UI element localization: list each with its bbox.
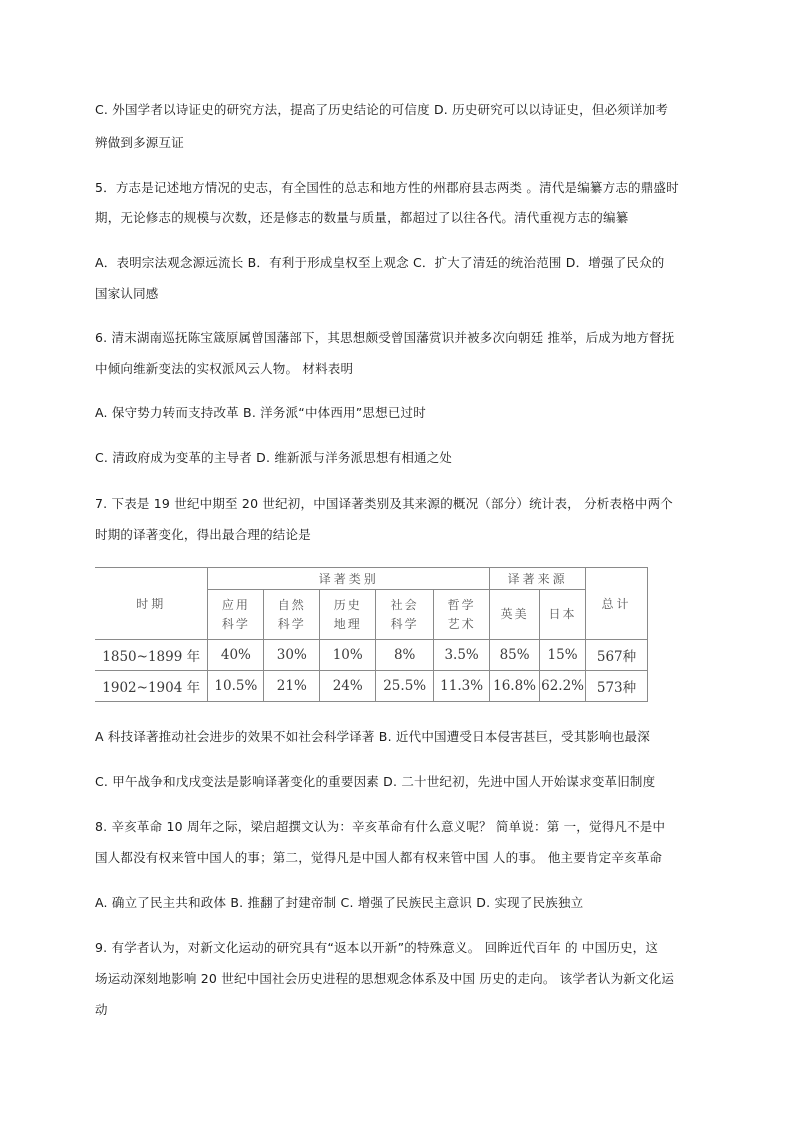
category-natural-science: 自然 科学 [264, 590, 320, 640]
category-group-header: 译著类别 [208, 568, 490, 590]
table-cell: 85% [490, 640, 540, 671]
question-4-option-d-continued: 辨做到多源互证 [95, 135, 184, 150]
question-7-stem-line-2: 时期的译著变化，得出最合理的结论是 [95, 527, 311, 542]
table-cell: 24% [320, 671, 376, 702]
table-row-period: 1902~1904 年 [95, 671, 208, 702]
question-5-stem-line-1: 5．方志是记述地方情况的史志，有全国性的总志和地方性的州郡府县志两类 。清代是编纂方志的鼎盛时 [95, 180, 679, 195]
category-philosophy-art: 哲学 艺术 [434, 590, 490, 640]
category-social-science: 社会 科学 [376, 590, 434, 640]
source-uk-us: 英美 [490, 590, 540, 640]
table-cell-total: 573种 [586, 671, 648, 702]
question-6-stem-line-1: 6. 清末湖南巡抚陈宝箴原属曾国藩部下，其思想颇受曾国藩赏识并被多次向朝廷 推举，后成为地方督抚 [95, 330, 675, 345]
question-6-options-c-d: C. 清政府成为变革的主导者 D. 维新派与洋务派思想有相通之处 [95, 450, 453, 465]
table-row-period: 1850~1899 年 [95, 640, 208, 671]
table-cell: 10% [320, 640, 376, 671]
total-header: 总计 [586, 568, 648, 640]
question-9-stem-line-2: 场运动深刻地影响 20 世纪中国社会历史进程的思想观念体系及中国 历史的走向。 该学者认为新文化运 [95, 971, 675, 986]
table-cell: 3.5% [434, 640, 490, 671]
question-5-options-line: A．表明宗法观念源远流长 B．有利于形成皇权至上观念 C．扩大了清廷的统治范围 D．增强了民众的 [95, 255, 665, 270]
table-cell: 30% [264, 640, 320, 671]
category-applied-science: 应用 科学 [208, 590, 264, 640]
question-7-options-a-b: A 科技译著推动社会进步的效果不如社会科学译著 B. 近代中国遭受日本侵害甚巨，受其影响也最深 [95, 729, 650, 744]
table-cell: 25.5% [376, 671, 434, 702]
period-header: 时期 [95, 568, 208, 640]
question-8-stem-line-1: 8. 辛亥革命 10 周年之际，梁启超撰文认为：辛亥革命有什么意义呢？ 简单说：第 一，觉得凡不是中 [95, 819, 666, 834]
source-group-header: 译著来源 [490, 568, 586, 590]
table-cell-total: 567种 [586, 640, 648, 671]
question-5-stem-line-2: 期，无论修志的规模与次数，还是修志的数量与质量，都超过了以往各代。清代重视方志的编纂 [95, 210, 629, 225]
question-4-option-c-d-line: C. 外国学者以诗证史的研究方法，提高了历史结论的可信度 D. 历史研究可以以诗证史，但必须详加考 [95, 102, 669, 117]
source-japan: 日本 [540, 590, 586, 640]
question-9-stem-line-1: 9. 有学者认为，对新文化运动的研究具有“返本以开新”的特殊意义。 回眸近代百年 的 中国历史，这 [95, 940, 659, 955]
question-7-stem-line-1: 7. 下表是 19 世纪中期至 20 世纪初，中国译著类别及其来源的概况（部分）统计表， 分析表格中两个 [95, 496, 673, 511]
question-8-options: A. 确立了民主共和政体 B. 推翻了封建帝制 C. 增强了民族民主意识 D. 实现了民族独立 [95, 895, 584, 910]
table-cell: 11.3% [434, 671, 490, 702]
question-7-options-c-d: C. 甲午战争和戊戌变法是影响译著变化的重要因素 D. 二十世纪初，先进中国人开始谋求变革旧制度 [95, 774, 656, 789]
question-6-options-a-b: A. 保守势力转而支持改革 B. 洋务派“中体西用”思想已过时 [95, 405, 426, 420]
question-5-options-continued: 国家认同感 [95, 286, 159, 301]
category-history-geography: 历史 地理 [320, 590, 376, 640]
table-cell: 16.8% [490, 671, 540, 702]
table-cell: 8% [376, 640, 434, 671]
table-cell: 40% [208, 640, 264, 671]
table-cell: 62.2% [540, 671, 586, 702]
table-cell: 21% [264, 671, 320, 702]
table-cell: 10.5% [208, 671, 264, 702]
question-6-stem-line-2: 中倾向维新变法的实权派风云人物。 材料表明 [95, 361, 354, 376]
translation-statistics-table [95, 567, 648, 702]
table-cell: 15% [540, 640, 586, 671]
question-8-stem-line-2: 国人都没有权来管中国人的事；第二，觉得凡是中国人都有权来管中国 人的事。 他主要肯定辛亥革命 [95, 850, 663, 865]
question-9-stem-line-3: 动 [95, 1002, 108, 1017]
